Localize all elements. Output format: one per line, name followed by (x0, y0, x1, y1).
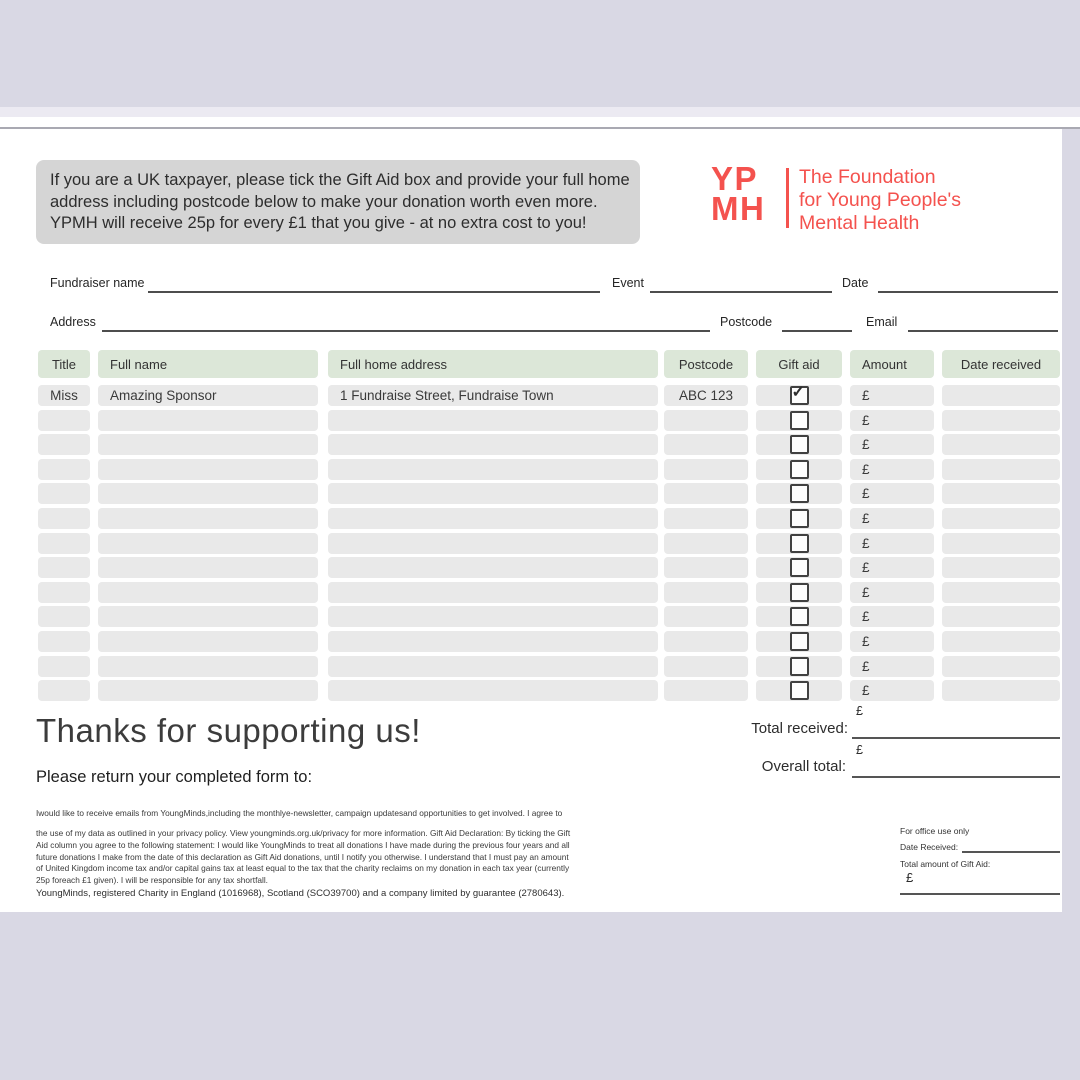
date-label: Date (842, 276, 869, 290)
address-cell[interactable] (328, 410, 658, 431)
text-line: The Foundation (799, 166, 936, 188)
sheet-top-rule (0, 127, 1080, 129)
amount-cell[interactable]: £ (850, 631, 934, 652)
address-cell[interactable] (328, 483, 658, 504)
address-label: Address (50, 315, 96, 329)
gift-aid-checkbox[interactable] (790, 509, 809, 528)
office-gift-aid-currency: £ (906, 870, 914, 885)
gift-aid-cell[interactable] (756, 680, 842, 701)
background-band-bottom (0, 912, 1080, 1080)
background-band-right (1062, 129, 1080, 912)
address-cell[interactable] (328, 557, 658, 578)
title-cell[interactable] (38, 631, 90, 652)
office-date-received-line[interactable] (962, 851, 1060, 853)
gift-aid-checkbox[interactable] (790, 460, 809, 479)
postcode-cell[interactable] (664, 434, 748, 455)
text-line: of United Kingdom income tax and/or capital gains tax at least equal to the tax that the charity reclaims on my donation in each tax year (currently (36, 863, 570, 874)
email-label: Email (866, 315, 898, 329)
gift-aid-cell[interactable] (756, 385, 842, 406)
overall-total-input-line[interactable] (852, 776, 1060, 778)
text-line: future donations I make from the date of this declaration as Gift Aid donations, until I notify you otherwise. I understand that I must pay an amount (36, 851, 569, 862)
full-name-cell[interactable] (98, 656, 318, 677)
title-cell[interactable] (38, 434, 90, 455)
table-row (38, 385, 1060, 406)
address-cell[interactable] (328, 680, 658, 701)
date-received-cell[interactable] (942, 410, 1060, 431)
logo-mark-line2: MH (711, 190, 766, 227)
title-cell[interactable] (38, 483, 90, 504)
table-row (38, 410, 1060, 431)
full-name-cell[interactable]: Amazing Sponsor (98, 385, 318, 406)
date-received-cell[interactable] (942, 434, 1060, 455)
table-row (38, 582, 1060, 603)
logo-mark-line1: YP (711, 160, 759, 197)
gift-aid-declaration-text (36, 828, 570, 887)
postcode-input-line[interactable] (782, 330, 852, 332)
gift-aid-checkbox[interactable] (790, 534, 809, 553)
full-name-cell[interactable] (98, 410, 318, 431)
return-instruction: Please return your completed form to: (36, 768, 313, 786)
amount-cell[interactable]: £ (850, 459, 934, 480)
amount-cell[interactable]: £ (850, 656, 934, 677)
table-row (38, 606, 1060, 627)
checkmark-icon: ✓ (791, 385, 805, 401)
column-header-gift-aid: Gift aid (756, 350, 842, 378)
postcode-cell[interactable]: ABC 123 (664, 385, 748, 406)
address-cell[interactable] (328, 582, 658, 603)
gift-aid-checkbox[interactable] (790, 484, 809, 503)
postcode-cell[interactable] (664, 459, 748, 480)
gift-aid-cell[interactable] (756, 434, 842, 455)
amount-cell[interactable]: £ (850, 533, 934, 554)
postcode-label: Postcode (720, 315, 773, 329)
title-cell[interactable] (38, 533, 90, 554)
date-received-cell[interactable] (942, 656, 1060, 677)
gift-aid-checkbox[interactable] (790, 435, 809, 454)
address-cell[interactable] (328, 508, 658, 529)
text-line: the use of my data as outlined in your privacy policy. View youngminds.org.uk/privacy for more information. Gift Aid Declaration: By ticking the Gift (36, 828, 571, 838)
gift-aid-cell[interactable] (756, 508, 842, 529)
table-row (38, 656, 1060, 677)
amount-cell[interactable]: £ (850, 483, 934, 504)
postcode-cell[interactable] (664, 533, 748, 554)
total-received-input-line[interactable] (852, 737, 1060, 739)
full-name-cell[interactable] (98, 557, 318, 578)
column-header-address: Full home address (328, 350, 658, 378)
gift-aid-checkbox[interactable] (790, 607, 809, 626)
title-cell[interactable]: Miss (38, 385, 90, 406)
date-received-cell[interactable] (942, 582, 1060, 603)
address-input-line[interactable] (102, 330, 710, 332)
gift-aid-cell[interactable] (756, 656, 842, 677)
date-received-cell[interactable] (942, 508, 1060, 529)
address-cell[interactable] (328, 631, 658, 652)
full-name-cell[interactable] (98, 434, 318, 455)
amount-cell[interactable]: £ (850, 385, 934, 406)
gift-aid-info-box (36, 160, 640, 244)
table-row (38, 557, 1060, 578)
table-row (38, 459, 1060, 480)
postcode-cell[interactable] (664, 410, 748, 431)
date-received-cell[interactable] (942, 606, 1060, 627)
table-row (38, 483, 1060, 504)
amount-cell[interactable]: £ (850, 508, 934, 529)
address-cell[interactable]: 1 Fundraise Street, Fundraise Town (328, 385, 658, 406)
overall-total-label: Overall total: (761, 758, 846, 775)
gift-aid-checkbox[interactable] (790, 558, 809, 577)
amount-cell[interactable]: £ (850, 680, 934, 701)
column-header-title: Title (38, 350, 90, 378)
postcode-cell[interactable] (664, 631, 748, 652)
table-row (38, 631, 1060, 652)
postcode-cell[interactable] (664, 606, 748, 627)
charity-registration-line: YoungMinds, registered Charity in England (1016968), Scotland (SCO39700) and a company limited by guarantee (2780643). (36, 888, 565, 899)
ypmh-logo-text (799, 166, 961, 235)
total-received-label: Total received: (751, 720, 848, 737)
date-received-cell[interactable] (942, 680, 1060, 701)
text-line: for Young People's (799, 189, 962, 211)
date-received-cell[interactable] (942, 483, 1060, 504)
postcode-cell[interactable] (664, 680, 748, 701)
postcode-cell[interactable] (664, 656, 748, 677)
address-cell[interactable] (328, 459, 658, 480)
postcode-cell[interactable] (664, 508, 748, 529)
gift-aid-checkbox[interactable] (790, 632, 809, 651)
gift-aid-cell[interactable] (756, 459, 842, 480)
title-cell[interactable] (38, 582, 90, 603)
full-name-cell[interactable] (98, 606, 318, 627)
amount-cell[interactable]: £ (850, 434, 934, 455)
table-row (38, 680, 1060, 701)
date-received-cell[interactable] (942, 557, 1060, 578)
gift-aid-checkbox[interactable] (790, 411, 809, 430)
title-cell[interactable] (38, 680, 90, 701)
column-header-date-received: Date received (942, 350, 1060, 378)
background-strip (0, 107, 1080, 117)
full-name-cell[interactable] (98, 508, 318, 529)
date-received-cell[interactable] (942, 385, 1060, 406)
gift-aid-cell[interactable] (756, 483, 842, 504)
column-header-full-name: Full name (98, 350, 318, 378)
gift-aid-cell[interactable] (756, 582, 842, 603)
full-name-cell[interactable] (98, 483, 318, 504)
office-gift-aid-total-line[interactable] (900, 893, 1060, 895)
event-label: Event (612, 276, 644, 290)
office-gift-aid-total-label: Total amount of Gift Aid: (900, 859, 991, 869)
table-row (38, 508, 1060, 529)
gift-aid-checkbox[interactable] (790, 386, 809, 405)
thanks-heading: Thanks for supporting us! (36, 712, 421, 749)
address-cell[interactable] (328, 656, 658, 677)
title-cell[interactable] (38, 459, 90, 480)
full-name-cell[interactable] (98, 582, 318, 603)
event-input-line[interactable] (650, 291, 832, 293)
text-line: If you are a UK taxpayer, please tick the Gift Aid box and provide your full home (50, 171, 630, 189)
amount-cell[interactable]: £ (850, 582, 934, 603)
text-line: YPMH will receive 25p for every £1 that you give - at no extra cost to you! (50, 214, 587, 232)
date-received-cell[interactable] (942, 631, 1060, 652)
gift-aid-cell[interactable] (756, 631, 842, 652)
text-line: 25p foreach £1 given). I will be responsible for any tax shortfall. (36, 875, 268, 886)
office-date-received-label: Date Received: (900, 842, 959, 852)
fundraiser-name-label: Fundraiser name (50, 276, 145, 290)
date-received-cell[interactable] (942, 459, 1060, 480)
background-band-top (0, 0, 1080, 107)
text-line: address including postcode below to make your donation worth even more. (50, 192, 598, 211)
amount-cell[interactable]: £ (850, 557, 934, 578)
email-input-line[interactable] (908, 330, 1058, 332)
overall-total-currency: £ (856, 743, 863, 757)
date-received-cell[interactable] (942, 533, 1060, 554)
full-name-cell[interactable] (98, 631, 318, 652)
title-cell[interactable] (38, 410, 90, 431)
gift-aid-cell[interactable] (756, 606, 842, 627)
postcode-cell[interactable] (664, 582, 748, 603)
full-name-cell[interactable] (98, 459, 318, 480)
table-header-row (38, 350, 1060, 378)
gift-aid-checkbox[interactable] (790, 657, 809, 676)
address-cell[interactable] (328, 606, 658, 627)
text-line: Aid column you agree to the following statement: I would like YoungMinds to treat all donations I have made during the previous four years and all (36, 839, 570, 850)
gift-aid-checkbox[interactable] (790, 583, 809, 602)
table-row (38, 533, 1060, 554)
gift-aid-cell[interactable] (756, 410, 842, 431)
column-header-postcode: Postcode (664, 350, 748, 378)
gift-aid-checkbox[interactable] (790, 681, 809, 700)
logo-divider-bar (786, 168, 789, 228)
postcode-cell[interactable] (664, 557, 748, 578)
date-input-line[interactable] (878, 291, 1058, 293)
full-name-cell[interactable] (98, 533, 318, 554)
text-line: Mental Health (799, 212, 920, 234)
ypmh-logo-mark (711, 160, 766, 227)
title-cell[interactable] (38, 606, 90, 627)
amount-cell[interactable]: £ (850, 606, 934, 627)
email-consent-line: Iwould like to receive emails from YoungMinds,including the monthlye-newsletter, campaign updatesand opportunities to get involved. I agree to (36, 808, 563, 818)
full-name-cell[interactable] (98, 680, 318, 701)
column-header-amount: Amount (850, 350, 934, 378)
title-cell[interactable] (38, 557, 90, 578)
amount-cell[interactable]: £ (850, 410, 934, 431)
table-row (38, 434, 1060, 455)
total-received-currency: £ (856, 704, 863, 718)
postcode-cell[interactable] (664, 483, 748, 504)
gift-aid-cell[interactable] (756, 533, 842, 554)
gift-aid-cell[interactable] (756, 557, 842, 578)
title-cell[interactable] (38, 508, 90, 529)
title-cell[interactable] (38, 656, 90, 677)
office-use-title: For office use only (900, 826, 970, 836)
address-cell[interactable] (328, 533, 658, 554)
fundraiser-name-input-line[interactable] (148, 291, 600, 293)
address-cell[interactable] (328, 434, 658, 455)
